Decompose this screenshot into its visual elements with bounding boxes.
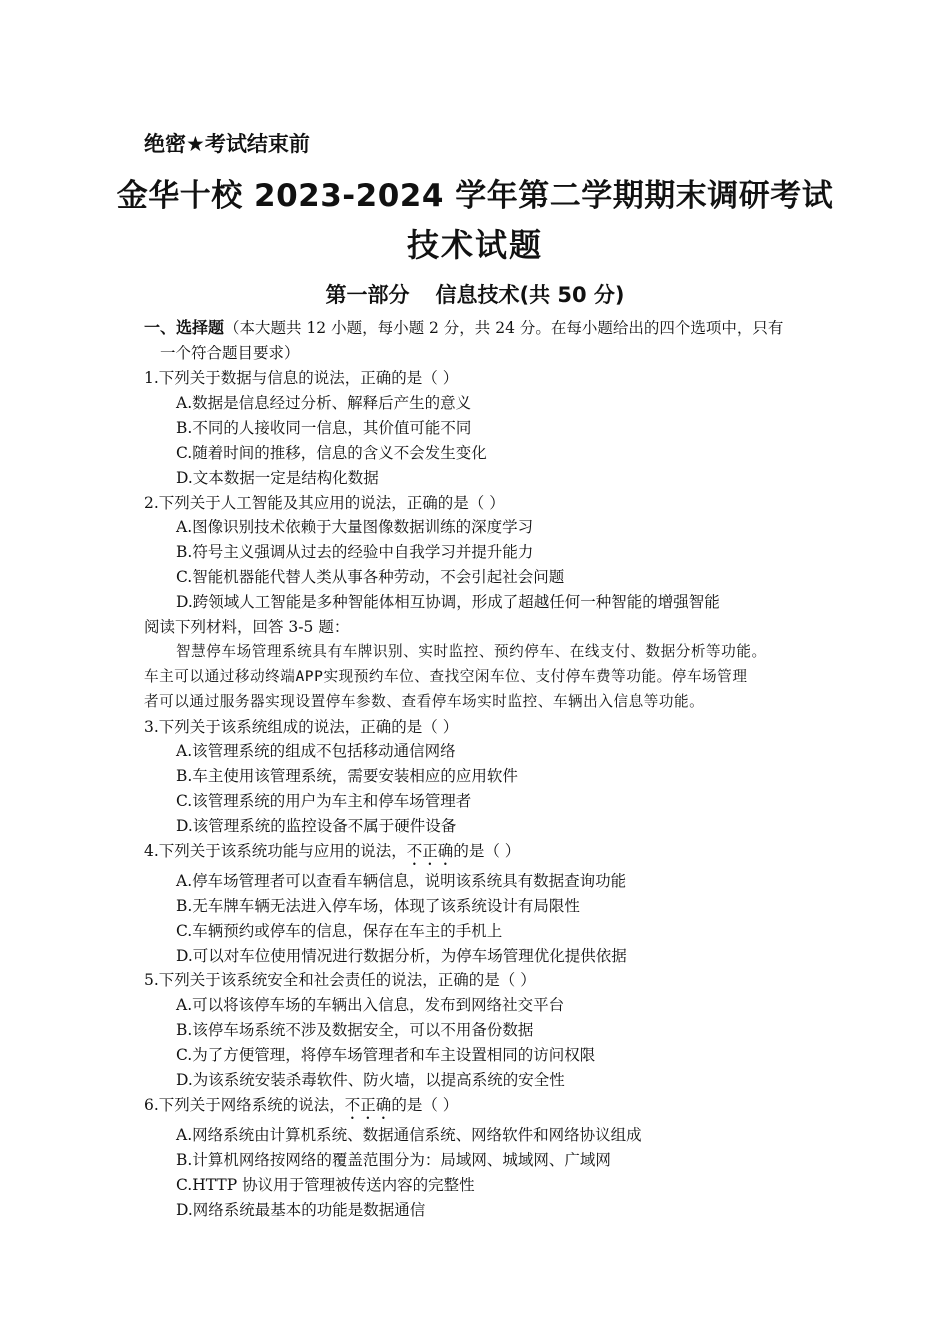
question-5-stem: 5.下列关于该系统安全和社会责任的说法，正确的是（ ） [144, 971, 536, 989]
question-6-option-c: C.HTTP 协议用于管理被传送内容的完整性 [176, 1176, 475, 1194]
question-6-option-b: B.计算机网络按网络的覆盖范围分为：局域网、城域网、广域网 [176, 1151, 611, 1169]
secret-label: 绝密★考试结束前 [144, 132, 310, 156]
question-2-option-c: C.智能机器能代替人类从事各种劳动，不会引起社会问题 [176, 568, 565, 586]
part-label: 第一部分 [325, 283, 410, 307]
question-3-option-d: D.该管理系统的监控设备不属于硬件设备 [176, 817, 457, 835]
question-6-stem-emphasis: 不正确 [344, 1096, 392, 1114]
material-line-1: 智慧停车场管理系统具有车牌识别、实时监控、预约停车、在线支付、数据分析等功能。 [176, 643, 767, 660]
part-heading [0, 279, 950, 309]
question-6-stem [144, 1095, 458, 1123]
question-1-stem: 1.下列关于数据与信息的说法，正确的是（ ） [144, 369, 459, 387]
question-4-option-b: B.无车牌车辆无法进入停车场，体现了该系统设计有局限性 [176, 897, 580, 915]
question-4-option-d: D.可以对车位使用情况进行数据分析，为停车场管理优化提供依据 [176, 947, 627, 965]
question-1-option-b: B.不同的人接收同一信息，其价值可能不同 [176, 419, 472, 437]
material-line-2: 车主可以通过移动终端APP实现预约车位、查找空闲车位、支付停车费等功能。停车场管理 [144, 668, 748, 685]
question-2-stem: 2.下列关于人工智能及其应用的说法，正确的是（ ） [144, 494, 505, 512]
question-5-option-b: B.该停车场系统不涉及数据安全，可以不用备份数据 [176, 1021, 534, 1039]
question-1-option-d: D.文本数据一定是结构化数据 [176, 469, 379, 487]
question-1-option-a: A.数据是信息经过分析、解释后产生的意义 [176, 394, 472, 412]
question-3-option-a: A.该管理系统的组成不包括移动通信网络 [176, 742, 456, 760]
part-name: 信息技术(共 50 分) [435, 283, 625, 307]
section-title: 一、选择题 [144, 318, 225, 337]
exam-title: 金华十校 2023-2024 学年第二学期期末调研考试 [116, 178, 834, 214]
question-6-option-d: D.网络系统最基本的功能是数据通信 [176, 1201, 426, 1219]
question-3-option-b: B.车主使用该管理系统，需要安装相应的应用软件 [176, 767, 518, 785]
question-5-option-a: A.可以将该停车场的车辆出入信息，发布到网络社交平台 [176, 996, 565, 1014]
section-heading [144, 318, 783, 338]
question-4-stem-pre: 4.下列关于该系统功能与应用的说法， [144, 842, 407, 860]
question-5-option-c: C.为了方便管理，将停车场管理者和车主设置相同的访问权限 [176, 1046, 596, 1064]
question-3-option-c: C.该管理系统的用户为车主和停车场管理者 [176, 792, 472, 810]
question-6-stem-post: 的是（ ） [391, 1096, 459, 1114]
section-instruction-cont: 一个符合题目要求） [160, 344, 300, 362]
question-2-option-b: B.符号主义强调从过去的经验中自我学习并提升能力 [176, 543, 534, 561]
question-6-option-a: A.网络系统由计算机系统、数据通信系统、网络软件和网络协议组成 [176, 1126, 642, 1144]
question-4-stem-post: 的是（ ） [453, 842, 521, 860]
question-1-option-c: C.随着时间的推移，信息的含义不会发生变化 [176, 444, 487, 462]
question-2-option-d: D.跨领域人工智能是多种智能体相互协调，形成了超越任何一种智能的增强智能 [176, 593, 720, 611]
question-2-option-a: A.图像识别技术依赖于大量图像数据训练的深度学习 [176, 518, 534, 536]
question-3-stem: 3.下列关于该系统组成的说法，正确的是（ ） [144, 718, 459, 736]
subject-title: 技术试题 [406, 226, 543, 264]
question-5-option-d: D.为该系统安装杀毒软件、防火墙，以提高系统的安全性 [176, 1071, 565, 1089]
question-6-stem-pre: 6.下列关于网络系统的说法， [144, 1096, 345, 1114]
question-4-option-a: A.停车场管理者可以查看车辆信息，说明该系统具有数据查询功能 [176, 872, 627, 890]
material-line-3: 者可以通过服务器实现设置停车参数、查看停车场实时监控、车辆出入信息等功能。 [144, 693, 705, 710]
question-4-stem-emphasis: 不正确 [406, 842, 454, 860]
material-intro: 阅读下列材料，回答 3-5 题： [144, 618, 350, 636]
question-4-option-c: C.车辆预约或停车的信息，保存在车主的手机上 [176, 922, 503, 940]
section-instruction: （本大题共 12 小题，每小题 2 分，共 24 分。在每小题给出的四个选项中，只有 [224, 319, 784, 337]
question-4-stem [144, 841, 520, 869]
